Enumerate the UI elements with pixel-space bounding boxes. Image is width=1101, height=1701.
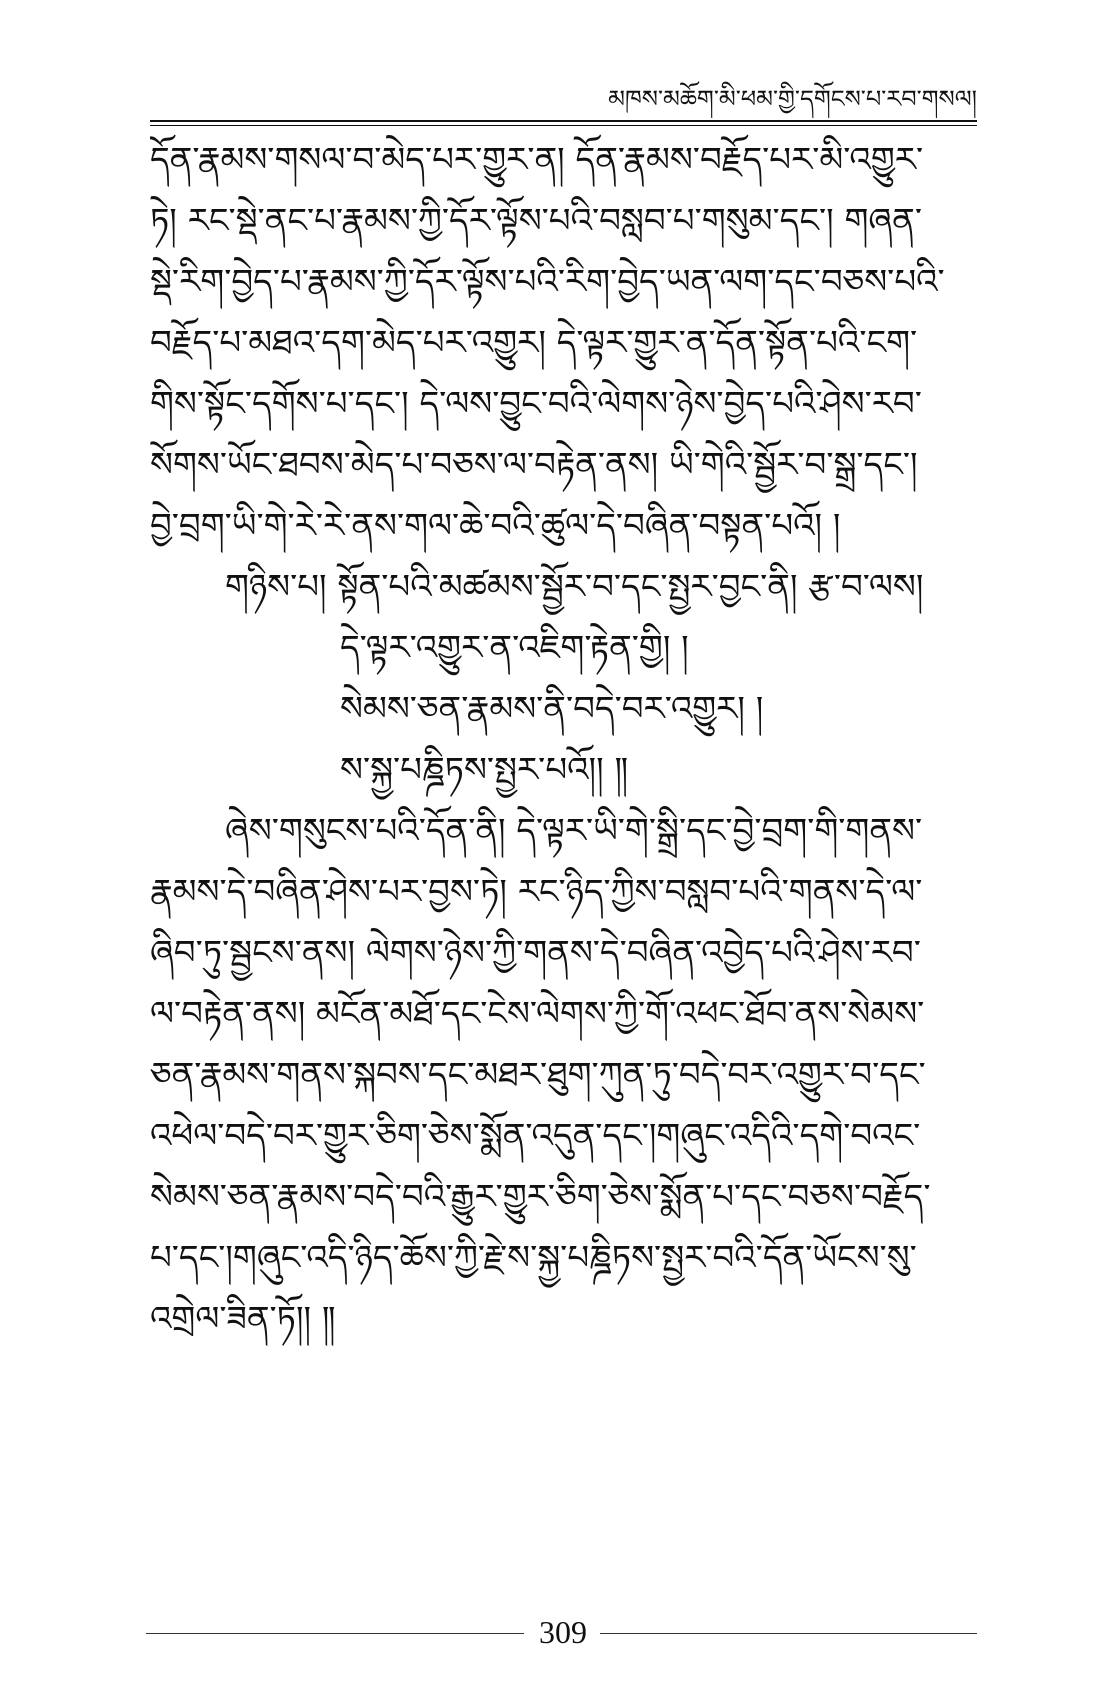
body-text — [150, 130, 980, 1350]
text-line: འཕེལ་བདེ་བར་གྱུར་ཅིག་ཅེས་སྨོན་འདུན་དང་།གཞུང་འདིའི་དགེ་བའང་ — [150, 1116, 921, 1156]
footer-rule-right — [600, 1633, 977, 1634]
page-number: 309 — [539, 1614, 587, 1650]
text-line: སྡེ་རིག་བྱེད་པ་རྣམས་ཀྱི་དོར་ལྟོས་པའི་རིག་བྱེད་ཡན་ལག་དང་བཅས་པའི་ — [150, 262, 945, 302]
verse-line: དེ་ལྟར་འགྱུར་ན་འཇིག་རྟེན་གྱི། ། — [340, 628, 689, 668]
text-line: བརྗོད་པ་མཐའ་དག་མེད་པར་འགྱུར། དེ་ལྟར་གྱུར་ན་དོན་སྟོན་པའི་ངག་ — [150, 323, 918, 363]
running-header: མཁས་མཆོག་མི་ཕམ་གྱི་དགོངས་པ་རབ་གསལ། — [608, 85, 977, 113]
footer-rule-left — [146, 1633, 524, 1634]
verse-line: སེམས་ཅན་རྣམས་ནི་བདེ་བར་འགྱུར། ། — [340, 689, 764, 729]
text-line: ཏེ། རང་སྡེ་ནང་པ་རྣམས་ཀྱི་དོར་ལྟོས་པའི་བསླབ་པ་གསུམ་དང་། གཞན་ — [150, 201, 922, 241]
text-line: ཅན་རྣམས་གནས་སྐབས་དང་མཐར་ཐུག་ཀུན་ཏུ་བདེ་བར་འགྱུར་བ་དང་ — [150, 1055, 926, 1095]
section-heading-line: གཉིས་པ། སྟོན་པའི་མཚམས་སྦྱོར་བ་དང་སྤྱར་བྱང་ནི། རྩ་བ་ལས། — [225, 567, 924, 607]
text-line: ལ་བརྟེན་ནས། མངོན་མཐོ་དང་ངེས་ལེགས་ཀྱི་གོ་འཕང་ཐོབ་ནས་སེམས་ — [150, 994, 925, 1034]
text-line: པ་དང་།གཞུང་འདི་ཉིད་ཆོས་ཀྱི་རྗེ་ས་སྐྱ་པཎྜིཏས་སྤྱར་བའི་དོན་ཡོངས་སུ་ — [150, 1238, 917, 1278]
paragraph-start-line: ཞེས་གསུངས་པའི་དོན་ནི། དེ་ལྟར་ཡི་གེ་སྒྲི་དང་བྱེ་བྲག་གི་གནས་ — [225, 811, 923, 851]
verse-line: ས་སྐྱ་པཎྜིཏས་སྤྱར་པའོ།། ༎ — [340, 750, 629, 790]
text-line: སོགས་ཡོང་ཐབས་མེད་པ་བཅས་ལ་བརྟེན་ནས། ཡི་གེའི་སྦྱོར་བ་སྒྲ་དང་། — [150, 445, 918, 485]
text-line: དོན་རྣམས་གསལ་བ་མེད་པར་གྱུར་ན། དོན་རྣམས་བརྗོད་པར་མི་འགྱུར་ — [150, 140, 924, 180]
text-line: འགྲེལ་ཟིན་ཏོ།། ༎ — [150, 1299, 336, 1339]
text-line: རྣམས་དེ་བཞིན་ཤེས་པར་བྱས་ཏེ། རང་ཉིད་ཀྱིས་བསླབ་པའི་གནས་དེ་ལ་ — [150, 872, 923, 912]
text-line: སེམས་ཅན་རྣམས་བདེ་བའི་རྒྱུར་གྱུར་ཅིག་ཅེས་སྨོན་པ་དང་བཅས་བརྗོད་ — [150, 1177, 931, 1217]
header-rule-thin — [150, 125, 977, 126]
header-rule-thick — [150, 120, 977, 122]
text-line: ཞིབ་ཏུ་སྦྱངས་ནས། ལེགས་ཉེས་ཀྱི་གནས་དེ་བཞིན་འབྱེད་པའི་ཤེས་རབ་ — [150, 933, 921, 973]
text-line: གིས་སྟོང་དགོས་པ་དང་། དེ་ལས་བྱུང་བའི་ལེགས་ཉེས་བྱེད་པའི་ཤེས་རབ་ — [150, 384, 922, 424]
text-line: བྱེ་བྲག་ཡི་གེ་རེ་རེ་ནས་གལ་ཆེ་བའི་ཚུལ་དེ་བཞིན་བསྟན་པའོ། ། — [150, 506, 841, 546]
